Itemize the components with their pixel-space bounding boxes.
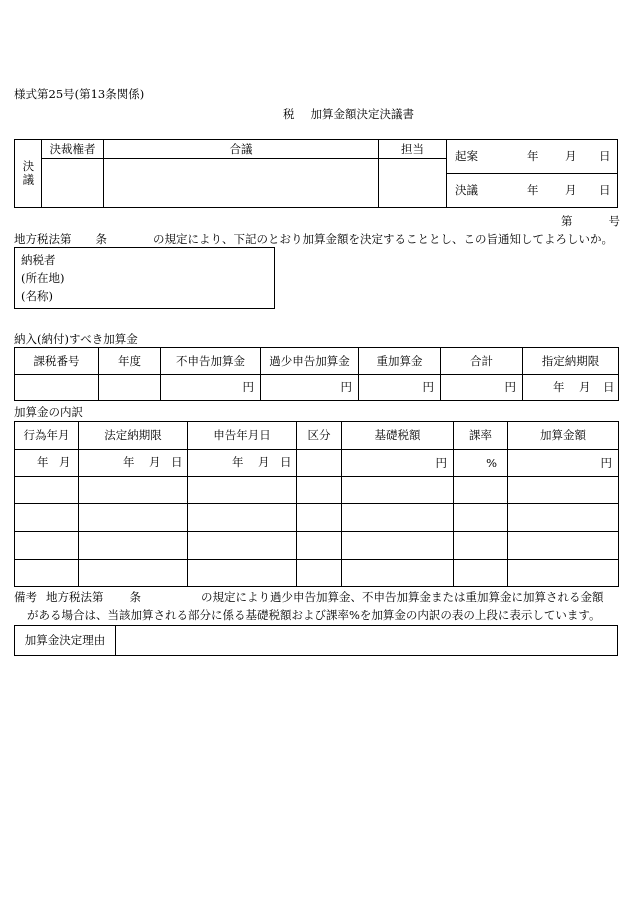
table-cell[interactable] bbox=[342, 532, 454, 560]
statement bbox=[14, 231, 613, 247]
header-non-filing-penalty: 不申告加算金 bbox=[161, 348, 261, 375]
remarks-article: 条 bbox=[129, 590, 141, 604]
title-text: 加算金額決定決議書 bbox=[310, 107, 414, 121]
tax-number-field[interactable] bbox=[15, 375, 99, 401]
legal-day-unit: 日 bbox=[171, 455, 183, 469]
approval-table bbox=[14, 139, 447, 208]
table-cell[interactable] bbox=[454, 532, 508, 560]
table-cell[interactable] bbox=[15, 477, 79, 504]
draft-month-unit: 月 bbox=[565, 149, 577, 163]
consultation-header: 合議 bbox=[104, 140, 379, 159]
taxpayer-box[interactable] bbox=[14, 247, 275, 309]
number-suffix: 号 bbox=[608, 214, 620, 228]
table-cell[interactable] bbox=[188, 560, 297, 587]
table-row bbox=[15, 477, 619, 504]
person-in-charge-field[interactable] bbox=[379, 159, 447, 208]
table-cell[interactable] bbox=[15, 504, 79, 532]
header-filing-date: 申告年月日 bbox=[188, 422, 297, 450]
category-field[interactable] bbox=[297, 450, 342, 477]
table-cell[interactable] bbox=[79, 532, 188, 560]
resolution-label: 決議 bbox=[455, 183, 478, 197]
act-year-unit: 年 bbox=[37, 455, 49, 469]
person-in-charge-header: 担当 bbox=[379, 140, 447, 159]
table-cell[interactable] bbox=[15, 560, 79, 587]
date-table bbox=[446, 139, 618, 208]
payable-table bbox=[14, 347, 619, 401]
non-filing-penalty-field[interactable]: 円 bbox=[161, 375, 261, 401]
header-act-month: 行為年月 bbox=[15, 422, 79, 450]
resolution-month-unit: 月 bbox=[565, 183, 577, 197]
document-title bbox=[283, 106, 414, 122]
table-cell[interactable] bbox=[188, 504, 297, 532]
filing-year-unit: 年 bbox=[232, 455, 244, 469]
consultation-field[interactable] bbox=[104, 159, 379, 208]
statement-law: 地方税法第 bbox=[14, 232, 72, 246]
taxpayer-name-label: (名称) bbox=[21, 289, 53, 303]
due-year-unit: 年 bbox=[553, 380, 565, 394]
header-base-tax: 基礎税額 bbox=[342, 422, 454, 450]
filing-day-unit: 日 bbox=[280, 455, 292, 469]
taxpayer-label: 納税者 bbox=[21, 253, 56, 267]
table-cell[interactable] bbox=[342, 560, 454, 587]
table-cell[interactable] bbox=[508, 560, 619, 587]
filing-date-field[interactable] bbox=[188, 450, 297, 477]
filing-month-unit: 月 bbox=[258, 455, 270, 469]
reason-field[interactable] bbox=[116, 626, 618, 656]
total-field[interactable]: 円 bbox=[441, 375, 523, 401]
table-cell[interactable] bbox=[508, 504, 619, 532]
legal-month-unit: 月 bbox=[149, 455, 161, 469]
header-under-reporting-penalty: 過少申告加算金 bbox=[261, 348, 359, 375]
header-category: 区分 bbox=[297, 422, 342, 450]
penalty-amount-field[interactable]: 円 bbox=[508, 450, 619, 477]
taxpayer-address-label: (所在地) bbox=[21, 271, 65, 285]
table-cell[interactable] bbox=[342, 477, 454, 504]
draft-label: 起案 bbox=[455, 149, 478, 163]
table-cell[interactable] bbox=[297, 504, 342, 532]
draft-day-unit: 日 bbox=[599, 149, 611, 163]
reason-label: 加算金決定理由 bbox=[15, 626, 116, 656]
table-cell[interactable] bbox=[508, 532, 619, 560]
header-legal-due-date: 法定納期限 bbox=[79, 422, 188, 450]
header-due-date: 指定納期限 bbox=[523, 348, 619, 375]
table-cell[interactable] bbox=[454, 504, 508, 532]
remarks-label: 備考 bbox=[14, 590, 37, 604]
table-cell[interactable] bbox=[79, 560, 188, 587]
remarks-line-2: がある場合は、当該加算される部分に係る基礎税額および課率%を加算金の内訳の表の上段に表示しています。 bbox=[27, 608, 601, 622]
remarks-text-1: の規定により過少申告加算金、不申告加算金または重加算金に加算される金額 bbox=[201, 590, 604, 604]
due-date-field[interactable] bbox=[523, 375, 619, 401]
due-month-unit: 月 bbox=[579, 380, 591, 394]
payable-section-title: 納入(納付)すべき加算金 bbox=[14, 332, 138, 346]
act-month-field[interactable] bbox=[15, 450, 79, 477]
header-fiscal-year: 年度 bbox=[99, 348, 161, 375]
resolution-year-unit: 年 bbox=[527, 183, 539, 197]
rate-field[interactable]: % bbox=[454, 450, 508, 477]
heavy-penalty-field[interactable]: 円 bbox=[359, 375, 441, 401]
header-tax-number: 課税番号 bbox=[15, 348, 99, 375]
act-month-unit: 月 bbox=[59, 455, 71, 469]
table-row bbox=[15, 504, 619, 532]
table-row bbox=[15, 450, 619, 477]
table-cell[interactable] bbox=[188, 532, 297, 560]
reason-table bbox=[14, 625, 618, 656]
decider-header: 決裁権者 bbox=[42, 140, 104, 159]
base-tax-field[interactable]: 円 bbox=[342, 450, 454, 477]
statement-body: の規定により、下記のとおり加算金額を決定することとし、この旨通知してよろしいか。 bbox=[153, 232, 613, 246]
table-cell[interactable] bbox=[454, 560, 508, 587]
table-row bbox=[15, 532, 619, 560]
table-cell[interactable] bbox=[15, 532, 79, 560]
under-reporting-penalty-field[interactable]: 円 bbox=[261, 375, 359, 401]
table-cell[interactable] bbox=[297, 477, 342, 504]
remarks-line-1 bbox=[14, 589, 604, 605]
header-penalty-amount: 加算金額 bbox=[508, 422, 619, 450]
table-cell[interactable] bbox=[342, 504, 454, 532]
table-cell[interactable] bbox=[454, 477, 508, 504]
statement-article: 条 bbox=[95, 232, 107, 246]
legal-year-unit: 年 bbox=[123, 455, 135, 469]
resolution-day-unit: 日 bbox=[599, 183, 611, 197]
table-cell[interactable] bbox=[297, 532, 342, 560]
breakdown-table bbox=[14, 421, 619, 587]
table-cell[interactable] bbox=[297, 560, 342, 587]
draft-date-field[interactable] bbox=[447, 140, 618, 174]
form-number: 様式第25号(第13条関係) bbox=[14, 87, 145, 101]
header-heavy-penalty: 重加算金 bbox=[359, 348, 441, 375]
header-total: 合計 bbox=[441, 348, 523, 375]
table-cell[interactable] bbox=[188, 477, 297, 504]
table-cell[interactable] bbox=[508, 477, 619, 504]
number-prefix: 第 bbox=[561, 214, 573, 228]
table-row bbox=[15, 560, 619, 587]
remarks-law: 地方税法第 bbox=[46, 590, 104, 604]
due-day-unit: 日 bbox=[603, 380, 615, 394]
draft-year-unit: 年 bbox=[527, 149, 539, 163]
breakdown-section-title: 加算金の内訳 bbox=[14, 405, 83, 419]
header-rate: 課率 bbox=[454, 422, 508, 450]
fiscal-year-field[interactable] bbox=[99, 375, 161, 401]
approval-side-label: 決議 bbox=[15, 140, 42, 208]
table-cell[interactable] bbox=[79, 504, 188, 532]
legal-due-date-field[interactable] bbox=[79, 450, 188, 477]
document-number bbox=[561, 213, 620, 229]
resolution-date-field[interactable] bbox=[447, 174, 618, 208]
title-prefix: 税 bbox=[283, 107, 295, 121]
table-cell[interactable] bbox=[79, 477, 188, 504]
decider-field[interactable] bbox=[42, 159, 104, 208]
